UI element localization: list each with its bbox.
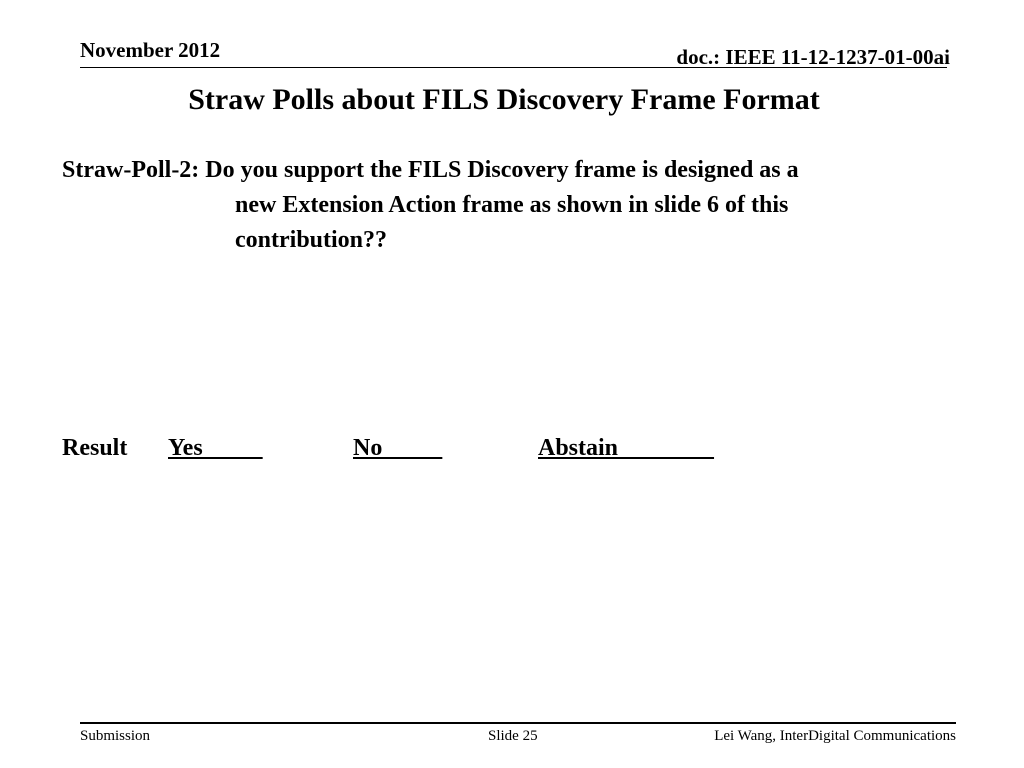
result-no: No xyxy=(353,435,443,461)
poll-line-3: contribution?? xyxy=(235,227,388,253)
footer-author: Lei Wang, InterDigital Communications xyxy=(714,728,956,744)
result-yes: Yes xyxy=(168,435,263,461)
footer-submission: Submission xyxy=(80,728,151,744)
footer-divider xyxy=(80,722,956,724)
header-divider xyxy=(80,67,947,68)
slide-title: Straw Polls about FILS Discovery Frame Format xyxy=(188,83,820,116)
footer-slide-number: Slide 25 xyxy=(488,728,538,744)
straw-poll-question xyxy=(62,153,952,258)
header-doc-id: doc.: IEEE 11-12-1237-01-00ai xyxy=(676,45,950,69)
result-label: Result xyxy=(62,435,128,461)
result-abstain: Abstain xyxy=(538,435,715,461)
poll-line-1: Straw-Poll-2: Do you support the FILS Discovery frame is designed as a xyxy=(62,157,799,183)
header-date: November 2012 xyxy=(80,38,221,62)
poll-line-2: new Extension Action frame as shown in slide 6 of this xyxy=(235,192,789,218)
